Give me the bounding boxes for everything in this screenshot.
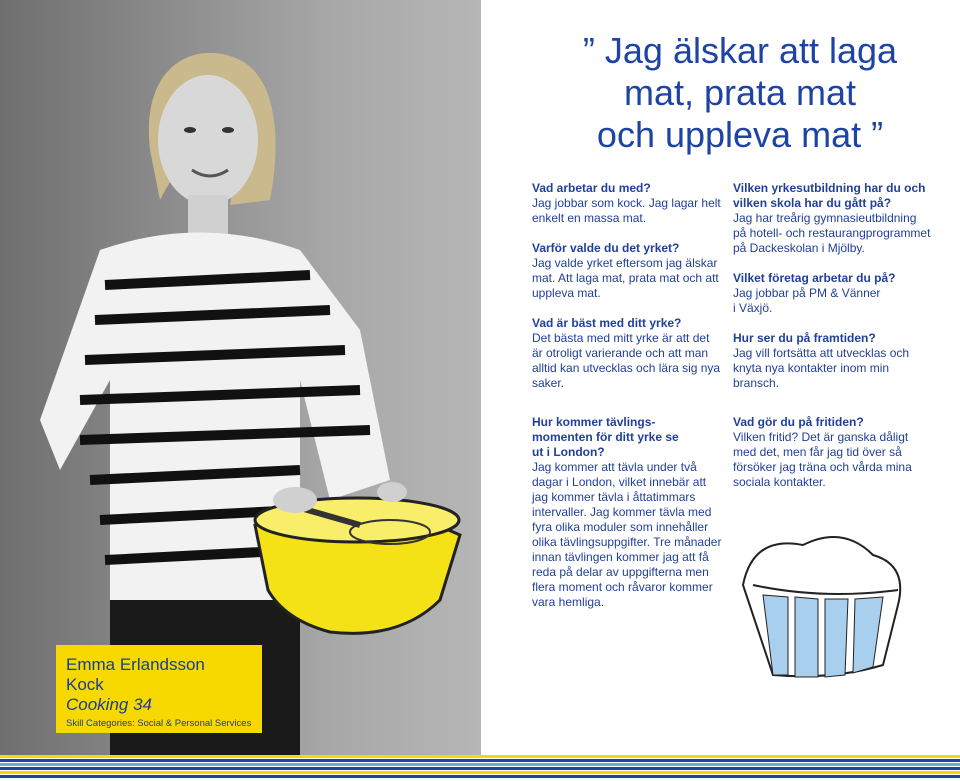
portrait-illustration — [0, 0, 481, 755]
headline-quote — [560, 30, 920, 156]
question: Vilket företag arbetar du på? — [733, 271, 896, 285]
quote-line-3: och uppleva mat ” — [596, 114, 884, 155]
qa-item — [532, 415, 722, 610]
qa-item — [532, 241, 722, 301]
qa-item — [532, 316, 722, 391]
skill-category: Skill Categories: Social & Personal Services — [66, 718, 252, 729]
answer: Det bästa med mitt yrke är att det är otroligt varierande och att man alltid kan utvecklas och lära sig nya saker. — [532, 331, 721, 390]
question: Vad gör du på fritiden? — [733, 415, 864, 429]
question: Vilken yrkesutbildning har du och vilken skola har du gått på? — [733, 181, 926, 210]
question: Hur kommer tävlingsmomenten för ditt yrke se ut i London? — [532, 415, 679, 459]
answer: Jag jobbar på PM & Vänner i Växjö. — [733, 286, 881, 315]
question: Varför valde du det yrket? — [532, 241, 680, 255]
person-name: Emma Erlandsson — [66, 655, 205, 674]
chef-hat-illustration — [733, 525, 913, 685]
qa-item — [733, 181, 933, 256]
interview-column-1 — [532, 181, 722, 625]
qa-item — [733, 331, 933, 391]
bottom-stripe-band — [0, 755, 960, 781]
interview-column-2 — [733, 181, 933, 505]
question: Hur ser du på framtiden? — [733, 331, 876, 345]
qa-item — [733, 415, 933, 490]
portrait-photo — [0, 0, 481, 755]
question: Vad arbetar du med? — [532, 181, 651, 195]
quote-line-1: ” Jag älskar att laga — [582, 30, 898, 71]
answer: Jag kommer att tävla under två dagar i London, vilket innebär att jag kommer tävla i åttatimmars intervaller. Jag kommer tävla med fyra olika moduler som innehåller olika tävlingsuppgifter. Tre månader innan tävlingen kommer jag att få reda på delar av uppgifterna men flera moment och råvaror kommer vara hemliga. — [532, 460, 722, 609]
answer: Jag vill fortsätta att utvecklas och knyta nya kontakter inom min bransch. — [733, 346, 910, 390]
answer: Jag har treårig gymnasieutbildning på hotell- och restaurangprogrammet på Dackeskolan i Mjölby. — [733, 211, 931, 255]
quote-line-2: mat, prata mat — [623, 72, 857, 113]
name-badge — [56, 645, 262, 733]
answer: Jag jobbar som kock. Jag lagar helt enkelt en massa mat. — [532, 196, 721, 225]
answer: Vilken fritid? Det är ganska dåligt med det, men får jag tid över så försöker jag träna och vårda mina sociala kontakter. — [733, 430, 912, 489]
question: Vad är bäst med ditt yrke? — [532, 316, 682, 330]
qa-item — [733, 271, 933, 316]
person-role: Kock — [66, 675, 104, 694]
answer: Jag valde yrket eftersom jag älskar mat. Att laga mat, prata mat och att uppleva mat. — [532, 256, 719, 300]
qa-item — [532, 181, 722, 226]
competition-name: Cooking 34 — [66, 695, 153, 714]
